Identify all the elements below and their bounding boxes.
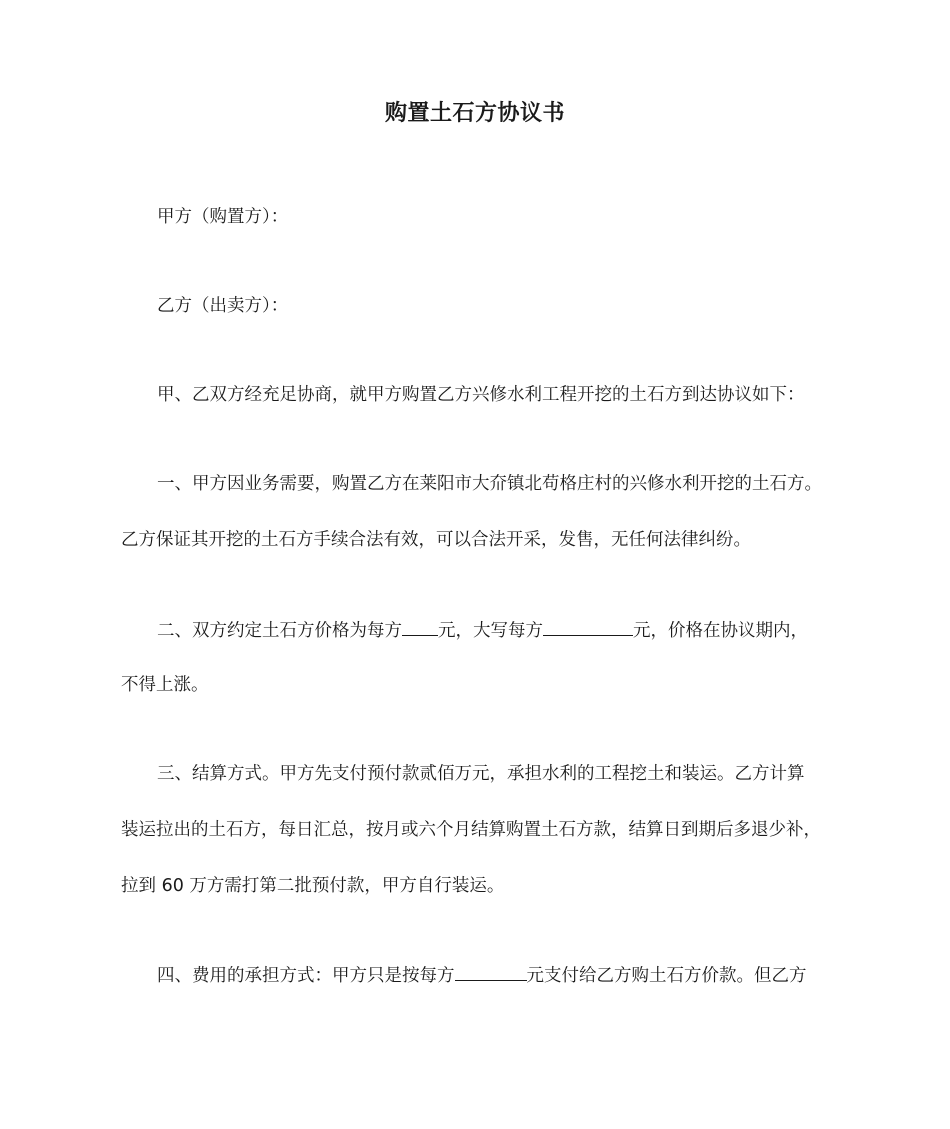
clause-4-text-1: 四、费用的承担方式：甲方只是按每方 bbox=[157, 966, 455, 986]
price-in-words-blank bbox=[543, 617, 633, 636]
clause-2-text-1: 二、双方约定土石方价格为每方 bbox=[157, 621, 402, 641]
party-b-line: 乙方（出卖方）： bbox=[157, 296, 289, 316]
clause-2-line-1 bbox=[157, 617, 808, 643]
clause-2-text-2: 元，大写每方 bbox=[438, 621, 543, 641]
clause-4-text-2: 元支付给乙方购土石方价款。但乙方 bbox=[526, 966, 807, 986]
clause-4-line-1 bbox=[157, 962, 807, 988]
party-a-line: 甲方（购置方）： bbox=[157, 207, 289, 227]
document-title: 购置土石方协议书 bbox=[384, 101, 565, 126]
intro-paragraph: 甲、乙双方经充足协商，就甲方购置乙方兴修水利工程开挖的土石方到达协议如下： bbox=[157, 385, 805, 405]
clause-3-line-3: 拉到 60 万方需打第二批预付款，甲方自行装运。 bbox=[121, 876, 505, 896]
payment-blank bbox=[455, 962, 527, 981]
clause-2-text-3: 元，价格在协议期内， bbox=[633, 621, 808, 641]
clause-3-line-2: 装运拉出的土石方，每日汇总，按月或六个月结算购置土石方款，结算日到期后多退少补， bbox=[121, 820, 821, 840]
clause-3-line-1: 三、结算方式。甲方先支付预付款贰佰万元，承担水利的工程挖土和装运。乙方计算 bbox=[157, 764, 805, 784]
clause-1-line-1: 一、甲方因业务需要，购置乙方在莱阳市大夼镇北苟格庄村的兴修水利开挖的土石方。 bbox=[157, 474, 822, 494]
price-blank bbox=[402, 617, 438, 636]
clause-2-line-2: 不得上涨。 bbox=[121, 675, 209, 695]
clause-1-line-2: 乙方保证其开挖的土石方手续合法有效，可以合法开采，发售，无任何法律纠纷。 bbox=[121, 530, 751, 550]
